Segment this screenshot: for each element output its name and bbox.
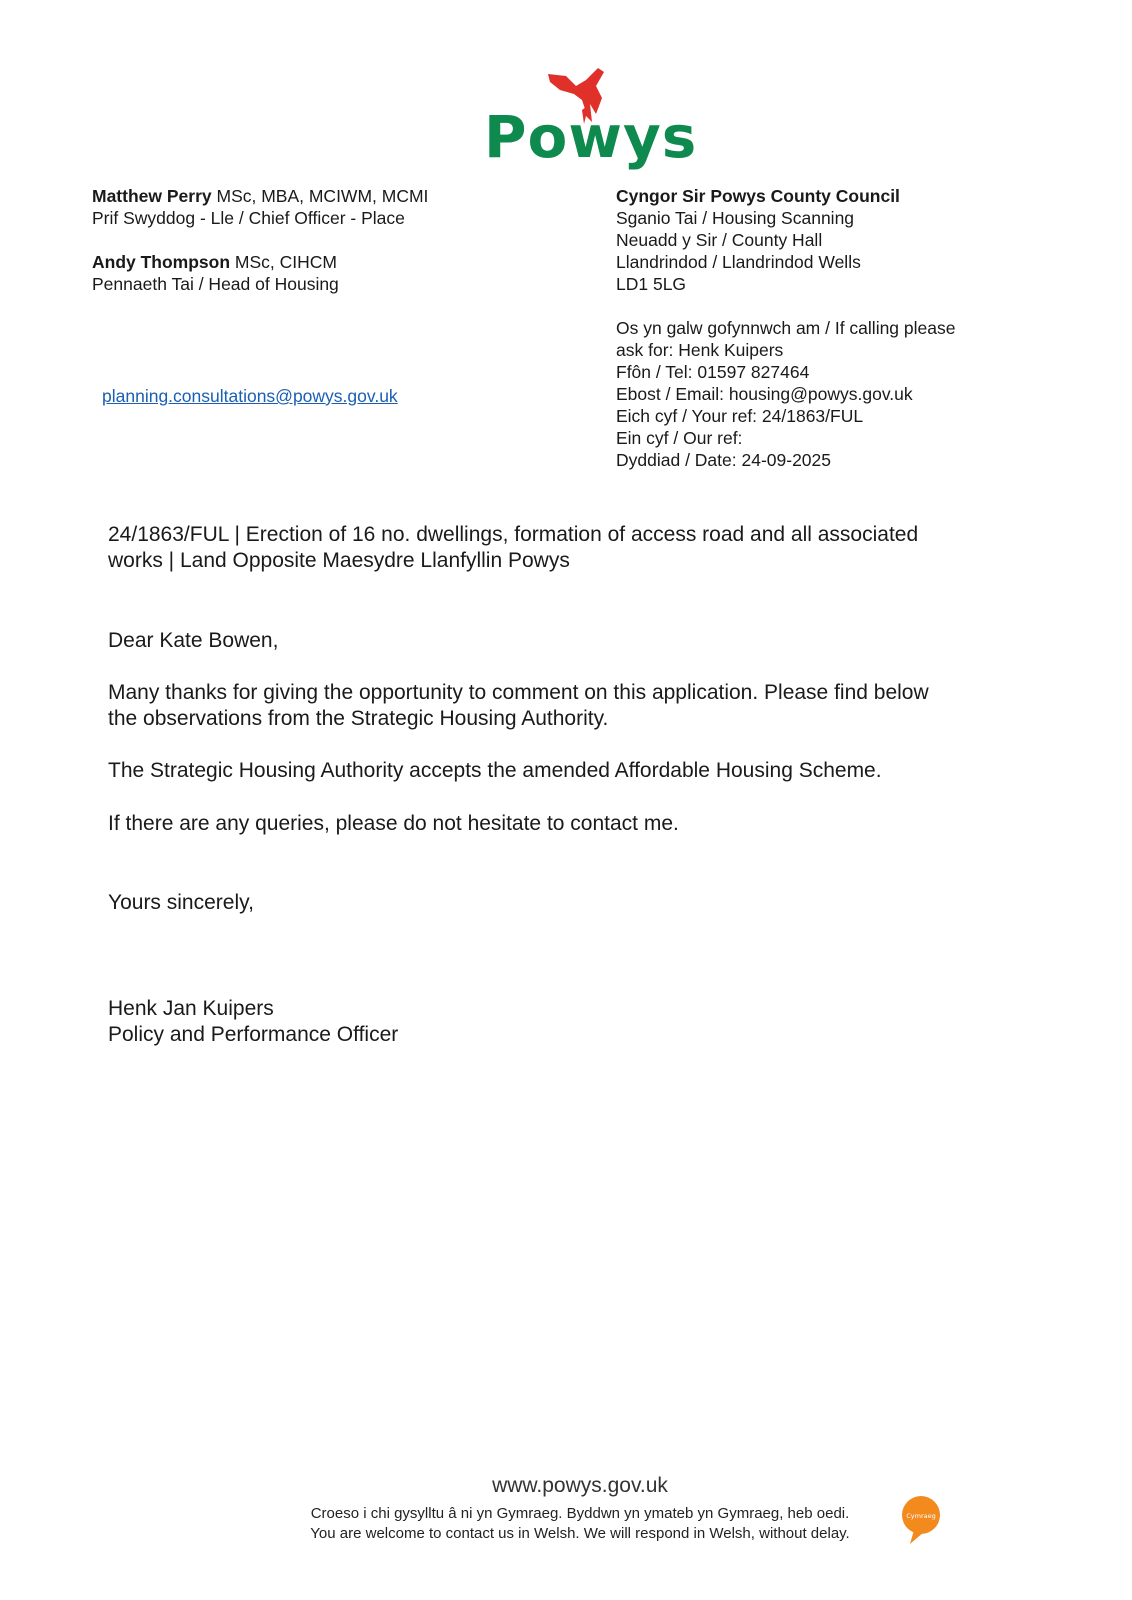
letter-greeting: Dear Kate Bowen, xyxy=(108,629,279,652)
logo-wordmark: Powys xyxy=(484,103,698,171)
powys-logo xyxy=(484,64,698,190)
calling-line-1: Os yn galw gofynnwch am / If calling please xyxy=(616,318,956,338)
paragraph-3: If there are any queries, please do not hesitate to contact me. xyxy=(108,812,679,835)
council-name: Cyngor Sir Powys County Council xyxy=(616,186,900,206)
postcode: LD1 5LG xyxy=(616,274,687,294)
letter-date: Dyddiad / Date: 24-09-2025 xyxy=(616,450,831,470)
officer-1-quals: MSc, MBA, MCIWM, MCMI xyxy=(211,186,429,206)
officer-1-name: Matthew Perry xyxy=(92,186,212,206)
letter-closing: Yours sincerely, xyxy=(108,891,254,914)
recipient-email-link[interactable]: planning.consultations@powys.gov.uk xyxy=(102,386,398,406)
paragraph-1: Many thanks for giving the opportunity to comment on this application. Please find below the observations from the Strategic Housing Authority. xyxy=(108,681,929,730)
officer-2-role: Pennaeth Tai / Head of Housing xyxy=(92,274,339,294)
town: Llandrindod / Llandrindod Wells xyxy=(616,252,861,272)
footer-welsh-text: Croeso i chi gysylltu â ni yn Gymraeg. Byddwn yn ymateb yn Gymraeg, heb oedi. xyxy=(310,1505,850,1522)
sender-officers xyxy=(92,185,512,295)
officer-1 xyxy=(92,185,512,207)
your-reference: Eich cyf / Your ref: 24/1863/FUL xyxy=(616,406,864,426)
contact-email: Ebost / Email: housing@powys.gov.uk xyxy=(616,384,913,404)
signatory-name: Henk Jan Kuipers xyxy=(108,997,274,1020)
officer-2-quals: MSc, CIHCM xyxy=(230,252,337,272)
cymraeg-speech-bubble-icon xyxy=(900,1494,942,1546)
telephone: Ffôn / Tel: 01597 827464 xyxy=(616,362,810,382)
building: Neuadd y Sir / County Hall xyxy=(616,230,823,250)
signatory-title: Policy and Performance Officer xyxy=(108,1023,399,1046)
council-address-block xyxy=(616,185,1036,471)
calling-line-2: ask for: Henk Kuipers xyxy=(616,340,784,360)
cymraeg-badge-label: Cymraeg xyxy=(906,1512,936,1520)
footer-website[interactable]: www.powys.gov.uk xyxy=(492,1474,668,1497)
footer-english-text: You are welcome to contact us in Welsh. We will respond in Welsh, without delay. xyxy=(310,1525,850,1542)
letter-subject: 24/1863/FUL | Erection of 16 no. dwellings, formation of access road and all associated works | Land Opposite Maesydre Llanfyllin Powys xyxy=(108,523,919,572)
officer-2-name: Andy Thompson xyxy=(92,252,231,272)
department: Sganio Tai / Housing Scanning xyxy=(616,208,855,228)
paragraph-2: The Strategic Housing Authority accepts the amended Affordable Housing Scheme. xyxy=(108,759,882,782)
officer-1-role: Prif Swyddog - Lle / Chief Officer - Place xyxy=(92,208,405,228)
officer-2 xyxy=(92,251,512,273)
our-reference: Ein cyf / Our ref: xyxy=(616,428,743,448)
